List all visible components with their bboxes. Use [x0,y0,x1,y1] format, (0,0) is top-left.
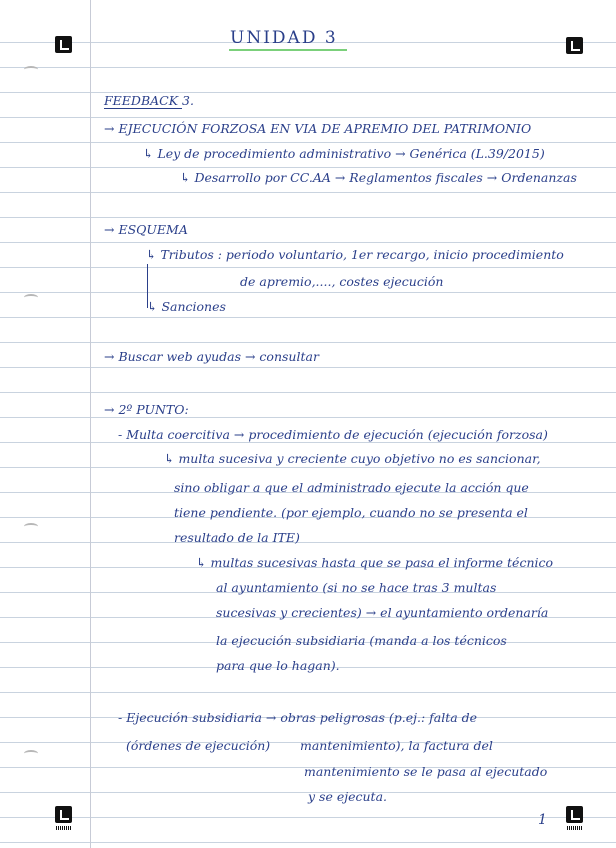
note-line: - Ejecución subsidiaria → obras peligrosas (p.ej.: falta de [118,710,478,725]
note-line: mantenimiento se le pasa al ejecutado [304,764,548,779]
note-line: FEEDBACK 3. [104,93,194,108]
binder-hole-icon [24,523,38,530]
note-line: sino obligar a que el administrado ejecute la acción que [174,480,529,495]
note-line: de apremio,...., costes ejecución [240,274,444,289]
note-line: al ayuntamiento (si no se hace tras 3 multas [216,580,497,595]
note-line: - Multa coercitiva → procedimiento de ejecución (ejecución forzosa) [118,427,548,442]
note-line: para que lo hagan). [216,658,340,673]
note-line: resultado de la ITE) [174,530,300,545]
note-line: ↳ Ley de procedimiento administrativo → Genérica (L.39/2015) [143,146,545,161]
note-line: la ejecución subsidiaria (manda a los técnicos [216,633,507,648]
note-line: ↳ Sanciones [147,299,226,314]
note-line: y se ejecuta. [308,789,387,804]
note-line: (órdenes de ejecución) [126,738,271,753]
corner-marker-icon [566,806,583,823]
corner-marker-tick [567,826,582,830]
note-line: → EJECUCIÓN FORZOSA EN VIA DE APREMIO DEL PATRIMONIO [104,121,532,136]
binder-hole-icon [24,294,38,301]
heading-underline [104,108,182,109]
binder-hole-icon [24,750,38,757]
note-line: → Buscar web ayudas → consultar [104,349,319,364]
note-line: → 2º PUNTO: [104,402,189,417]
page-number: 1 [538,812,547,828]
note-line: ↳ Desarrollo por CC.AA → Reglamentos fiscales → Ordenanzas [180,170,577,185]
note-line: ↳ multas sucesivas hasta que se pasa el informe técnico [196,555,554,570]
title-underline [229,49,347,51]
page-title: UNIDAD 3 [230,28,338,48]
note-line: mantenimiento), la factura del [300,738,493,753]
margin-line [90,0,91,848]
corner-marker-icon [55,806,72,823]
note-line: tiene pendiente. (por ejemplo, cuando no se presenta el [174,505,528,520]
corner-marker-tick [56,826,71,830]
corner-marker-icon [566,37,583,54]
note-line: sucesivas y crecientes) → el ayuntamiento ordenaría [216,605,549,620]
corner-marker-icon [55,36,72,53]
note-line: ↳ Tributos : periodo voluntario, 1er recargo, inicio procedimiento [146,247,564,262]
binder-hole-icon [24,66,38,73]
note-line: ↳ multa sucesiva y creciente cuyo objetivo no es sancionar, [164,451,541,466]
note-line: → ESQUEMA [104,222,188,237]
